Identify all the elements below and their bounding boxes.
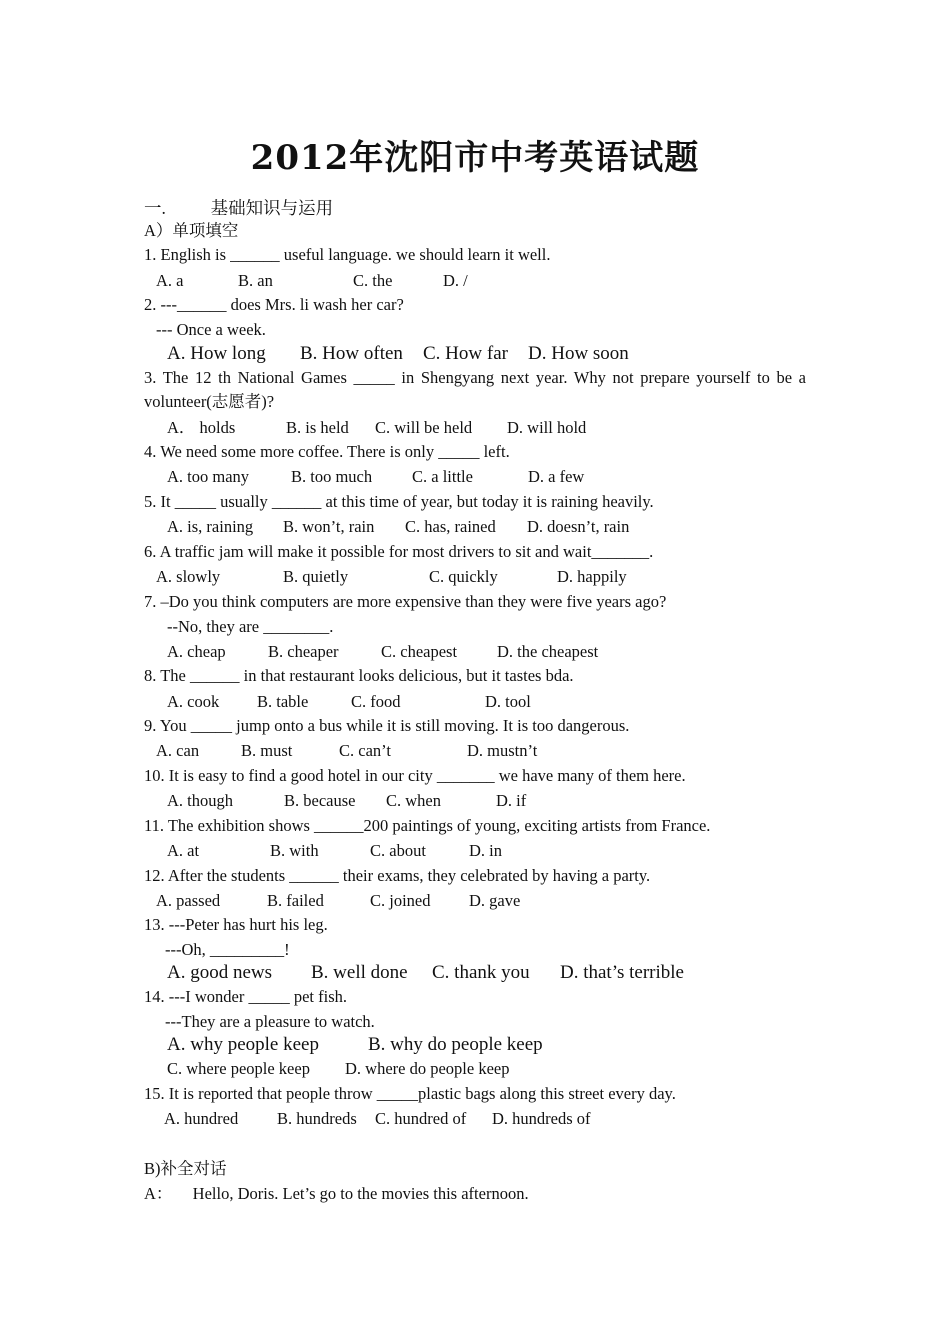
option-d: D. gave [469, 891, 521, 910]
option-b: B. hundreds [277, 1109, 357, 1128]
option-d: D. that’s terrible [560, 962, 684, 983]
option-c: C. about [370, 841, 426, 860]
question-9: 9. You _____ jump onto a bus while it is still moving. It is too dangerous. [144, 716, 630, 735]
option-d: D. mustn’t [467, 741, 538, 760]
option-d: D. happily [557, 567, 627, 586]
section-number: 一. [144, 198, 166, 218]
question-15: 15. It is reported that people throw _____plastic bags along this street every day. [144, 1084, 676, 1103]
question-4: 4. We need some more coffee. There is only _____ left. [144, 442, 510, 461]
section-name: 基础知识与运用 [210, 198, 334, 218]
option-a: A. a [156, 271, 184, 290]
option-d: D. will hold [507, 418, 587, 437]
option-c: C. cheapest [381, 642, 458, 661]
option-d: D. tool [485, 692, 531, 711]
reply-13: ---Oh, _________! [165, 940, 290, 959]
question-6: 6. A traffic jam will make it possible for most drivers to sit and wait_______. [144, 542, 654, 561]
option-d: D. a few [528, 467, 585, 486]
option-d: D. doesn’t, rain [527, 517, 630, 536]
option-b: B. How often [300, 343, 403, 364]
dialog-line-1 [144, 1184, 529, 1204]
option-a: A. though [167, 791, 233, 810]
question-3: 3. The 12 th National Games _____ in Shengyang next year. Why not prepare yourself to be a [144, 368, 806, 387]
option-a: A. good news [167, 962, 273, 983]
option-a: A. can [156, 741, 200, 760]
option-d: D. How soon [528, 343, 629, 364]
option-c: C. quickly [429, 567, 498, 586]
question-3-cont: volunteer(志愿者)? [144, 392, 275, 411]
option-a: A. at [167, 841, 200, 860]
option-d: D. if [496, 791, 527, 810]
option-d: D. where do people keep [345, 1059, 510, 1078]
dialog-text: Hello, Doris. Let’s go to the movies this afternoon. [192, 1184, 529, 1203]
dialog-speaker: A： [144, 1184, 173, 1203]
option-b: B. quietly [283, 567, 349, 586]
option-d: D. the cheapest [497, 642, 599, 661]
option-c: C. thank you [432, 962, 530, 983]
option-c: C. where people keep [167, 1059, 310, 1078]
question-10: 10. It is easy to find a good hotel in our city _______ we have many of them here. [144, 766, 686, 785]
option-a: A. How long [167, 343, 266, 364]
option-b: B. is held [286, 418, 349, 437]
option-b: B. why do people keep [368, 1034, 543, 1055]
option-b: B. won’t, rain [283, 517, 375, 536]
option-b: B. cheaper [268, 642, 339, 661]
question-5: 5. It _____ usually ______ at this time of year, but today it is raining heavily. [144, 492, 654, 511]
reply-7: --No, they are ________. [167, 617, 334, 636]
option-c: C. joined [370, 891, 431, 910]
question-2: 2. ---______ does Mrs. li wash her car? [144, 295, 404, 314]
option-c: C. hundred of [375, 1109, 467, 1128]
option-d: D. in [469, 841, 502, 860]
option-a: A. why people keep [167, 1034, 319, 1055]
option-a: A. too many [167, 467, 250, 486]
section-heading [144, 198, 333, 218]
option-b: B. with [270, 841, 319, 860]
question-8: 8. The ______ in that restaurant looks delicious, but it tastes bda. [144, 666, 574, 685]
question-14: 14. ---I wonder _____ pet fish. [144, 987, 347, 1006]
option-b: B. an [238, 271, 273, 290]
option-b: B. failed [267, 891, 324, 910]
option-c: C. when [386, 791, 441, 810]
option-c: C. a little [412, 467, 473, 486]
option-a: A. is, raining [167, 517, 254, 536]
option-a: A. slowly [156, 567, 221, 586]
option-c: C. How far [423, 343, 508, 364]
option-c: C. has, rained [405, 517, 496, 536]
question-11: 11. The exhibition shows ______200 paintings of young, exciting artists from France. [144, 816, 711, 835]
option-c: C. food [351, 692, 401, 711]
option-a: A． holds [167, 418, 236, 437]
reply-2: --- Once a week. [156, 320, 266, 339]
option-b: B. table [257, 692, 309, 711]
page-title: 2012年沈阳市中考英语试题 [250, 138, 700, 178]
part-b-heading: B)补全对话 [144, 1159, 227, 1178]
option-a: A. hundred [164, 1109, 239, 1128]
question-1: 1. English is ______ useful language. we should learn it well. [144, 245, 551, 264]
option-d: D. / [443, 271, 468, 290]
option-d: D. hundreds of [492, 1109, 591, 1128]
option-a: A. cook [167, 692, 220, 711]
option-b: B. too much [291, 467, 373, 486]
question-13: 13. ---Peter has hurt his leg. [144, 915, 328, 934]
question-12: 12. After the students ______ their exams, they celebrated by having a party. [144, 866, 651, 885]
option-c: C. the [353, 271, 393, 290]
option-b: B. because [284, 791, 356, 810]
question-7: 7. –Do you think computers are more expensive than they were five years ago? [144, 592, 667, 611]
option-b: B. well done [311, 962, 408, 983]
option-c: C. will be held [375, 418, 473, 437]
option-a: A. passed [156, 891, 221, 910]
reply-14: ---They are a pleasure to watch. [165, 1012, 375, 1031]
part-a-heading: A）单项填空 [144, 221, 239, 240]
option-c: C. can’t [339, 741, 391, 760]
option-b: B. must [241, 741, 293, 760]
option-a: A. cheap [167, 642, 226, 661]
